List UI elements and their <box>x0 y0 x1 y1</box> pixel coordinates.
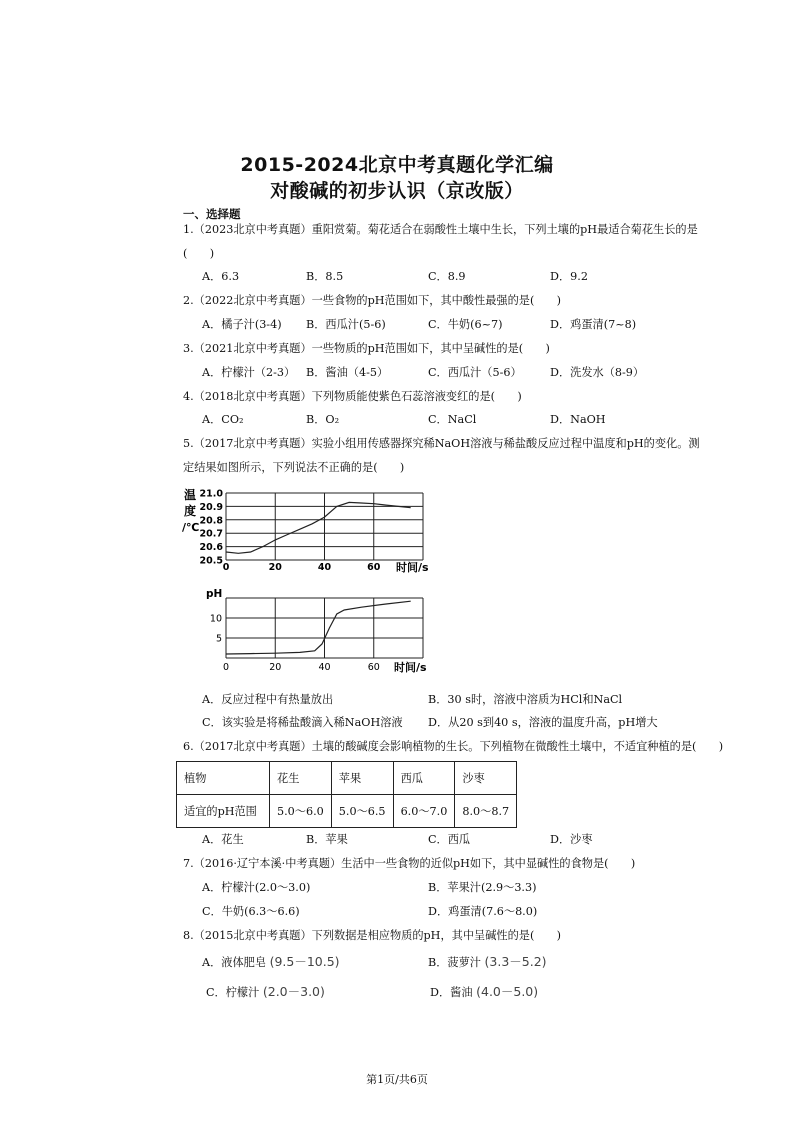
table-header-cell: 西瓜 <box>393 762 455 795</box>
question-5-option-b: B．30 s时，溶液中溶质为HCl和NaCl <box>428 693 623 706</box>
y-tick-label: 21.0 <box>199 488 223 500</box>
table-cell: 适宜的pH范围 <box>177 795 270 828</box>
question-6-option-a: A．花生 <box>202 833 244 846</box>
table-row <box>177 795 517 828</box>
y-tick-label: 10 <box>209 613 222 625</box>
question-3-option-b: B．酱油（4-5） <box>306 366 389 379</box>
option-ph-range: (2.0－3.0) <box>262 984 325 999</box>
question-3-text: 3.（2021北京中考真题）一些物质的pH范围如下，其中呈碱性的是( ) <box>183 342 550 355</box>
question-8-option-b <box>428 952 547 970</box>
document-title-line1: 2015-2024北京中考真题化学汇编 <box>240 154 554 176</box>
question-5-option-c: C．该实验是将稀盐酸滴入稀NaOH溶液 <box>202 716 403 729</box>
ph-chart <box>176 588 446 676</box>
plant-ph-table <box>176 761 517 828</box>
x-tick-label: 20 <box>269 662 282 673</box>
question-1-option-c: C．8.9 <box>428 270 466 283</box>
question-1-option-a: A．6.3 <box>202 270 240 283</box>
question-6-option-b: B．苹果 <box>306 833 348 846</box>
question-5-option-d: D．从20 s到40 s，溶液的温度升高，pH增大 <box>428 716 658 729</box>
option-label: D．酱油 <box>430 986 473 999</box>
question-4-option-b: B．O₂ <box>306 413 340 426</box>
question-8-option-d <box>430 982 538 1000</box>
question-7-option-b: B．苹果汁(2.9～3.3) <box>428 881 537 894</box>
question-5-text-line1: 5.（2017北京中考真题）实验小组用传感器探究稀NaOH溶液与稀盐酸反应过程中温度和pH的变化。测 <box>183 437 700 450</box>
question-2-option-b: B．西瓜汁(5-6) <box>306 318 386 331</box>
x-tick-label: 40 <box>317 562 332 573</box>
question-4-option-a: A．CO₂ <box>202 413 244 426</box>
x-tick-label: 60 <box>367 662 380 673</box>
question-1-option-b: B．8.5 <box>306 270 344 283</box>
table-header-cell: 花生 <box>270 762 332 795</box>
table-cell: 6.0～7.0 <box>393 795 455 828</box>
question-7-option-d: D．鸡蛋清(7.6～8.0) <box>428 905 538 918</box>
y-axis-label-char: 温 <box>184 488 197 502</box>
section-heading: 一、选择题 <box>183 207 241 221</box>
y-axis-label: pH <box>206 588 223 600</box>
x-axis-label: 时间/s <box>396 561 429 574</box>
table-header-cell: 苹果 <box>331 762 393 795</box>
question-4-option-d: D．NaOH <box>550 413 606 426</box>
y-tick-label: 20.8 <box>199 515 223 527</box>
question-6-text: 6.（2017北京中考真题）土壤的酸碱度会影响植物的生长。下列植物在微酸性土壤中，不适宜种植的是( ) <box>183 740 724 753</box>
y-axis-label-char: 度 <box>184 504 197 518</box>
question-1-option-d: D．9.2 <box>550 270 588 283</box>
document-title-line2: 对酸碱的初步认识（京改版） <box>270 180 524 202</box>
x-axis-label: 时间/s <box>394 661 427 674</box>
question-5-option-a: A．反应过程中有热量放出 <box>202 693 334 706</box>
question-4-text: 4.（2018北京中考真题）下列物质能使紫色石蕊溶液变红的是( ) <box>183 390 522 403</box>
question-3-option-a: A．柠檬汁（2-3） <box>202 366 296 379</box>
question-2-option-d: D．鸡蛋清(7~8) <box>550 318 637 331</box>
question-2-text: 2.（2022北京中考真题）一些食物的pH范围如下，其中酸性最强的是( ) <box>183 294 562 307</box>
table-header-cell: 沙枣 <box>455 762 517 795</box>
x-tick-label: 20 <box>268 562 282 573</box>
y-tick-label: 20.9 <box>199 501 223 513</box>
page-footer: 第1页/共6页 <box>366 1073 428 1086</box>
question-6-option-d: D．沙枣 <box>550 833 593 846</box>
question-8-option-a <box>202 952 340 970</box>
x-tick-label: 60 <box>367 562 381 573</box>
y-tick-label: 5 <box>215 633 222 645</box>
question-7-option-a: A．柠檬汁(2.0～3.0) <box>202 881 311 894</box>
y-tick-label: 20.5 <box>199 555 223 567</box>
temperature-chart <box>176 484 446 580</box>
option-label: C．柠檬汁 <box>206 986 260 999</box>
option-label: A．液体肥皂 <box>202 956 267 969</box>
question-8-option-c <box>206 982 325 1000</box>
table-cell: 5.0～6.5 <box>331 795 393 828</box>
table-header-cell: 植物 <box>177 762 270 795</box>
question-5-text-line2: 定结果如图所示，下列说法不正确的是( ) <box>183 461 405 474</box>
table-header-row <box>177 762 517 795</box>
option-ph-range: (3.3－5.2) <box>484 954 547 969</box>
temperature-series-line <box>226 502 411 553</box>
question-3-option-c: C．西瓜汁（5-6） <box>428 366 522 379</box>
x-tick-label: 0 <box>222 662 230 673</box>
question-6-option-c: C．西瓜 <box>428 833 471 846</box>
question-4-option-c: C．NaCl <box>428 413 477 426</box>
y-tick-label: 20.6 <box>199 542 223 554</box>
y-tick-label: 20.7 <box>199 528 223 540</box>
question-1-text: 1.（2023北京中考真题）重阳赏菊。菊花适合在弱酸性土壤中生长，下列土壤的pH最适合菊花生长的是 <box>183 223 698 236</box>
option-ph-range: (9.5－10.5) <box>269 954 340 969</box>
table-cell: 5.0～6.0 <box>270 795 332 828</box>
question-2-option-a: A．橘子汁(3-4) <box>202 318 282 331</box>
option-ph-range: (4.0－5.0) <box>476 984 539 999</box>
ph-series-line <box>226 601 411 654</box>
question-7-option-c: C．牛奶(6.3～6.6) <box>202 905 300 918</box>
option-label: B．菠萝汁 <box>428 956 481 969</box>
question-8-text: 8.（2015北京中考真题）下列数据是相应物质的pH，其中呈碱性的是( ) <box>183 929 562 942</box>
y-axis-label-char: /℃ <box>182 521 200 534</box>
question-3-option-d: D．洗发水（8-9） <box>550 366 645 379</box>
question-1-bracket: ( ) <box>183 247 215 260</box>
question-2-option-c: C．牛奶(6~7) <box>428 318 503 331</box>
question-7-text: 7.（2016·辽宁本溪·中考真题）生活中一些食物的近似pH如下，其中显碱性的食物是( ) <box>183 857 636 870</box>
x-tick-label: 0 <box>222 562 230 573</box>
table-cell: 8.0～8.7 <box>455 795 517 828</box>
x-tick-label: 40 <box>318 662 331 673</box>
